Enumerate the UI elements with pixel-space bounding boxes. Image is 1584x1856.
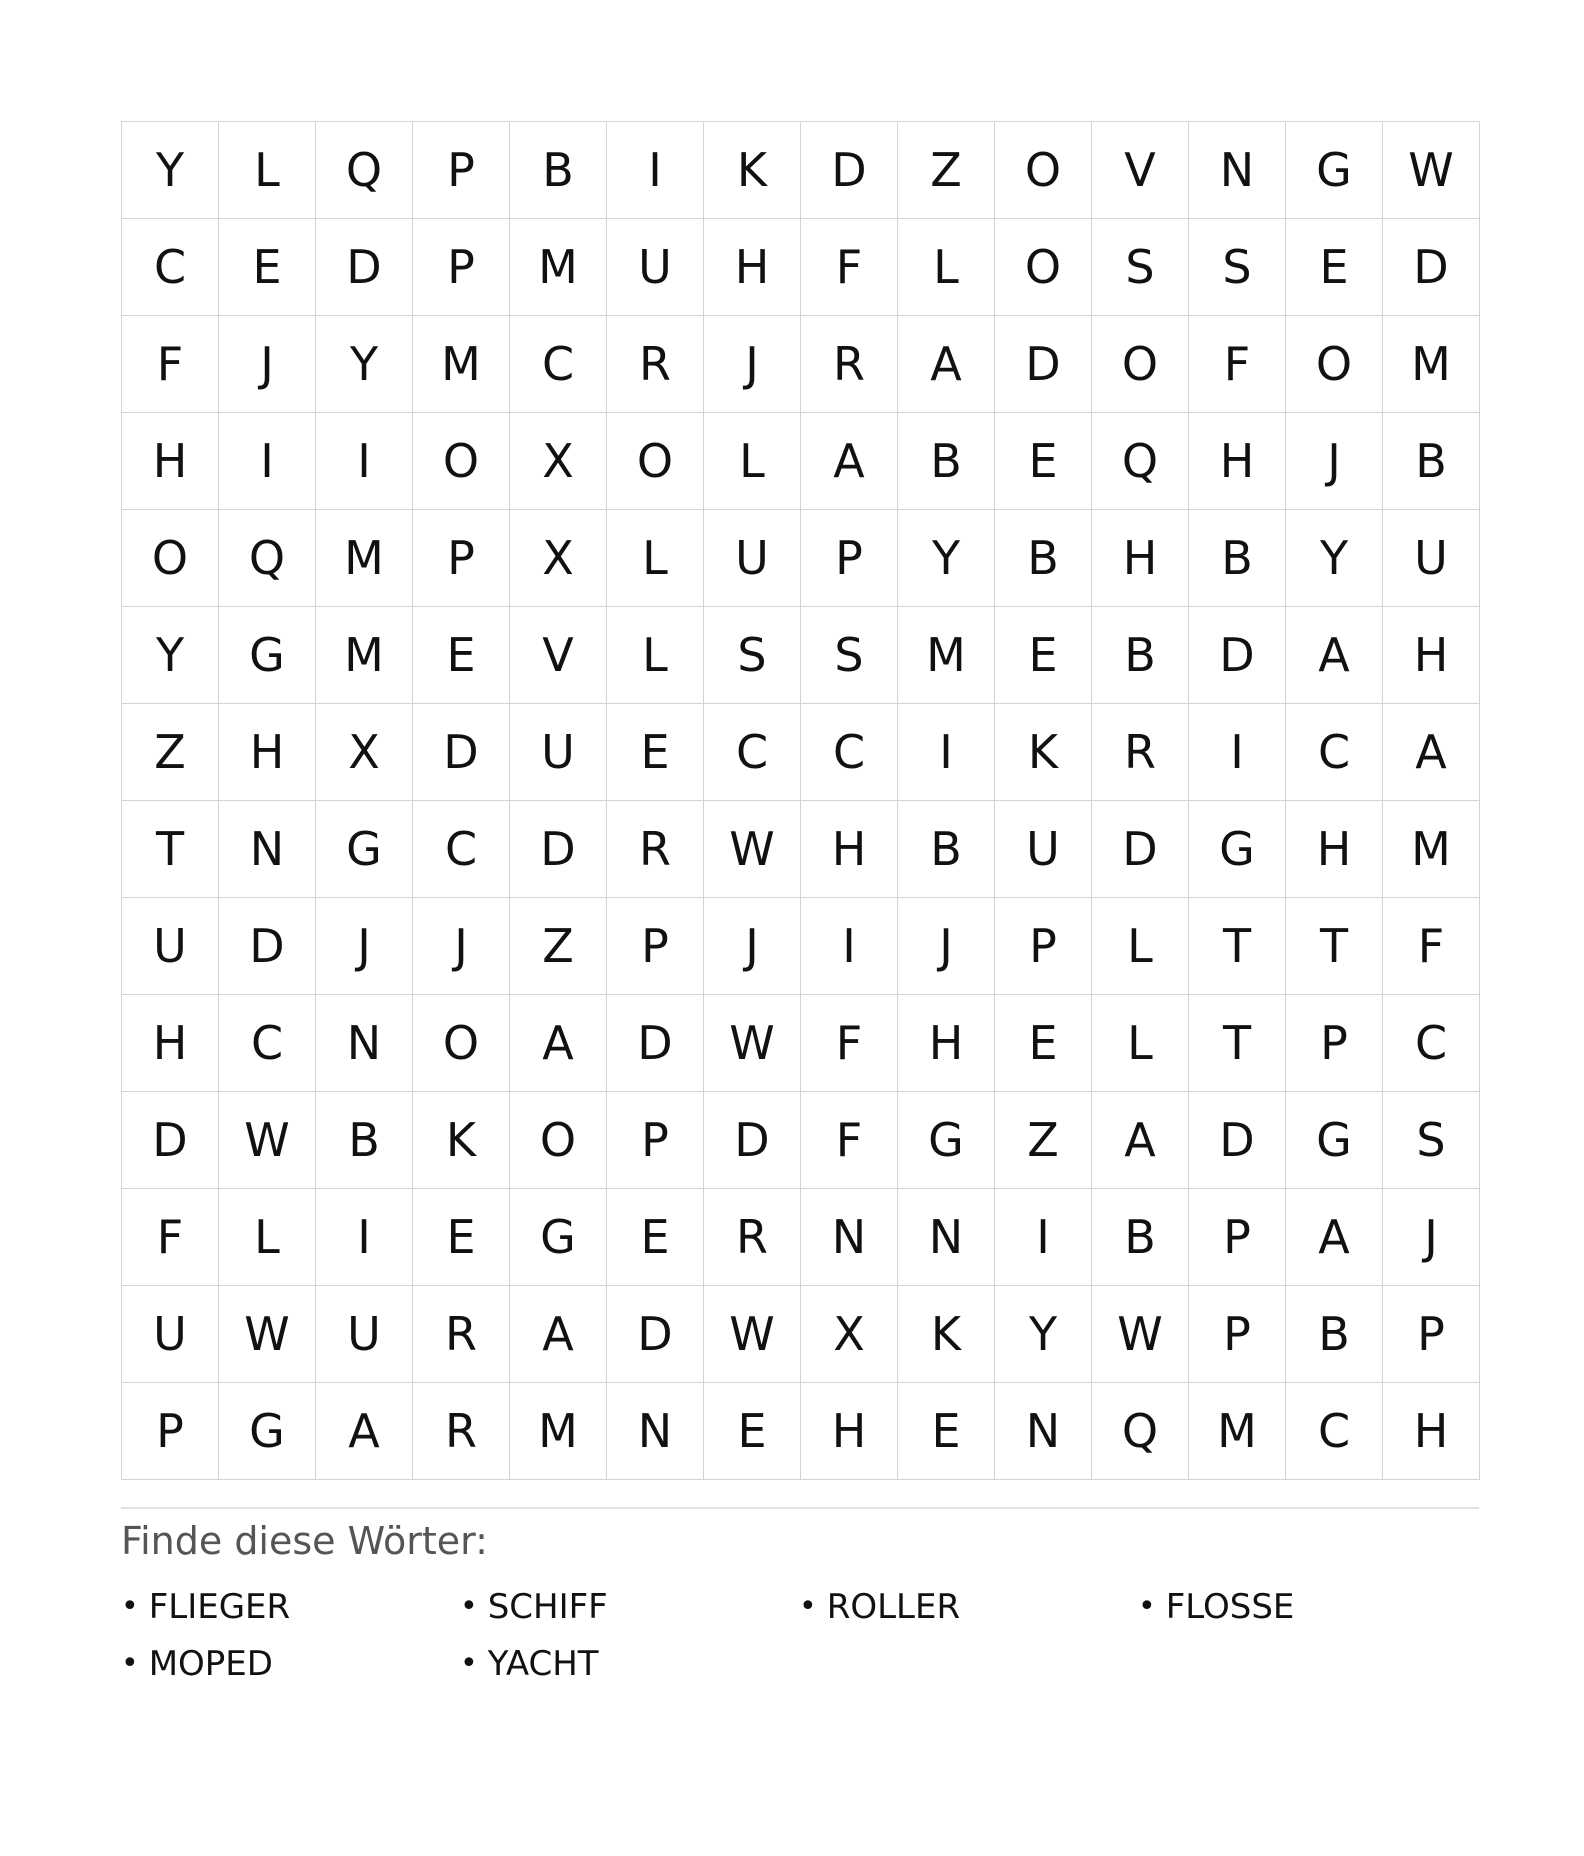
grid-cell[interactable]: W: [219, 1092, 316, 1189]
grid-cell[interactable]: O: [510, 1092, 607, 1189]
grid-cell[interactable]: A: [316, 1383, 413, 1480]
grid-cell[interactable]: H: [898, 995, 995, 1092]
grid-cell[interactable]: E: [219, 219, 316, 316]
grid-cell[interactable]: T: [1189, 898, 1286, 995]
grid-cell[interactable]: O: [1286, 316, 1383, 413]
grid-cell[interactable]: U: [316, 1286, 413, 1383]
grid-cell[interactable]: O: [1092, 316, 1189, 413]
grid-cell[interactable]: H: [704, 219, 801, 316]
grid-cell[interactable]: S: [1092, 219, 1189, 316]
grid-cell[interactable]: U: [122, 1286, 219, 1383]
grid-cell[interactable]: Y: [122, 122, 219, 219]
grid-cell[interactable]: L: [219, 122, 316, 219]
word-list-items: [121, 1578, 1479, 1692]
grid-cell[interactable]: W: [219, 1286, 316, 1383]
word-list-item: [460, 1635, 799, 1692]
grid-cell[interactable]: B: [898, 413, 995, 510]
grid-cell[interactable]: M: [1383, 316, 1480, 413]
grid-cell[interactable]: U: [607, 219, 704, 316]
grid-cell[interactable]: Q: [219, 510, 316, 607]
grid-cell[interactable]: D: [995, 316, 1092, 413]
grid-cell[interactable]: E: [995, 413, 1092, 510]
grid-cell[interactable]: A: [1286, 1189, 1383, 1286]
grid-cell[interactable]: S: [1383, 1092, 1480, 1189]
grid-cell[interactable]: E: [413, 607, 510, 704]
word-list-item: [799, 1578, 1138, 1635]
grid-cell[interactable]: O: [413, 413, 510, 510]
bullet-icon: •: [460, 1589, 478, 1624]
grid-cell[interactable]: N: [1189, 122, 1286, 219]
grid-cell[interactable]: E: [607, 704, 704, 801]
grid-cell[interactable]: G: [219, 607, 316, 704]
grid-cell[interactable]: H: [219, 704, 316, 801]
grid-cell[interactable]: Y: [1286, 510, 1383, 607]
grid-cell[interactable]: V: [1092, 122, 1189, 219]
grid-cell[interactable]: P: [995, 898, 1092, 995]
grid-cell[interactable]: M: [510, 219, 607, 316]
grid-cell[interactable]: M: [510, 1383, 607, 1480]
grid-cell[interactable]: G: [316, 801, 413, 898]
grid-cell[interactable]: W: [1383, 122, 1480, 219]
grid-cell[interactable]: C: [219, 995, 316, 1092]
grid-cell[interactable]: M: [898, 607, 995, 704]
grid-cell[interactable]: Y: [995, 1286, 1092, 1383]
grid-cell[interactable]: S: [801, 607, 898, 704]
grid-cell[interactable]: D: [510, 801, 607, 898]
grid-cell[interactable]: M: [1189, 1383, 1286, 1480]
grid-cell[interactable]: M: [413, 316, 510, 413]
grid-cell[interactable]: B: [1189, 510, 1286, 607]
grid-cell[interactable]: J: [219, 316, 316, 413]
grid-cell[interactable]: H: [801, 801, 898, 898]
grid-cell[interactable]: B: [898, 801, 995, 898]
grid-cell[interactable]: H: [801, 1383, 898, 1480]
grid-cell[interactable]: S: [704, 607, 801, 704]
grid-cell[interactable]: I: [316, 1189, 413, 1286]
grid-cell[interactable]: O: [413, 995, 510, 1092]
grid-cell[interactable]: N: [898, 1189, 995, 1286]
grid-cell[interactable]: B: [1092, 607, 1189, 704]
grid-cell[interactable]: X: [801, 1286, 898, 1383]
grid-cell[interactable]: H: [1189, 413, 1286, 510]
word-list: [121, 1512, 1479, 1692]
grid-cell[interactable]: I: [995, 1189, 1092, 1286]
grid-cell[interactable]: J: [1383, 1189, 1480, 1286]
grid-cell[interactable]: Z: [898, 122, 995, 219]
grid-cell[interactable]: Z: [122, 704, 219, 801]
grid-cell[interactable]: P: [413, 219, 510, 316]
grid-cell[interactable]: P: [607, 898, 704, 995]
grid-cell[interactable]: L: [219, 1189, 316, 1286]
grid-cell[interactable]: I: [1189, 704, 1286, 801]
grid-cell[interactable]: E: [1286, 219, 1383, 316]
grid-cell[interactable]: D: [413, 704, 510, 801]
grid-cell[interactable]: D: [607, 1286, 704, 1383]
grid-cell[interactable]: H: [122, 995, 219, 1092]
grid-cell[interactable]: D: [704, 1092, 801, 1189]
grid-cell[interactable]: E: [898, 1383, 995, 1480]
grid-cell[interactable]: W: [704, 995, 801, 1092]
grid-cell[interactable]: L: [704, 413, 801, 510]
grid-cell[interactable]: D: [1092, 801, 1189, 898]
grid-cell[interactable]: C: [510, 316, 607, 413]
grid-cell[interactable]: J: [316, 898, 413, 995]
grid-cell[interactable]: V: [510, 607, 607, 704]
grid-cell[interactable]: O: [122, 510, 219, 607]
grid-cell[interactable]: W: [704, 801, 801, 898]
grid-cell[interactable]: P: [607, 1092, 704, 1189]
grid-cell[interactable]: F: [122, 1189, 219, 1286]
grid-cell[interactable]: M: [316, 607, 413, 704]
grid-cell[interactable]: I: [219, 413, 316, 510]
grid-cell[interactable]: Z: [995, 1092, 1092, 1189]
grid-cell[interactable]: R: [607, 316, 704, 413]
grid-cell[interactable]: F: [801, 995, 898, 1092]
grid-cell[interactable]: B: [1383, 413, 1480, 510]
grid-cell[interactable]: K: [898, 1286, 995, 1383]
grid-cell[interactable]: J: [1286, 413, 1383, 510]
grid-cell[interactable]: G: [1189, 801, 1286, 898]
word-search-puzzle: [121, 121, 1477, 1480]
grid-cell[interactable]: D: [801, 122, 898, 219]
grid-cell[interactable]: F: [1383, 898, 1480, 995]
grid-cell[interactable]: C: [704, 704, 801, 801]
word-label: FLIEGER: [148, 1586, 291, 1627]
grid-cell[interactable]: A: [510, 995, 607, 1092]
grid-cell[interactable]: A: [1092, 1092, 1189, 1189]
grid-cell[interactable]: X: [510, 413, 607, 510]
grid-cell[interactable]: C: [801, 704, 898, 801]
grid-cell[interactable]: P: [413, 510, 510, 607]
grid-cell[interactable]: N: [995, 1383, 1092, 1480]
word-label: MOPED: [148, 1643, 273, 1684]
grid-cell[interactable]: P: [1383, 1286, 1480, 1383]
grid-cell[interactable]: W: [704, 1286, 801, 1383]
grid-cell[interactable]: Y: [122, 607, 219, 704]
grid-cell[interactable]: U: [510, 704, 607, 801]
grid-cell[interactable]: H: [122, 413, 219, 510]
grid-cell[interactable]: G: [219, 1383, 316, 1480]
grid-cell[interactable]: I: [898, 704, 995, 801]
grid-cell[interactable]: J: [704, 316, 801, 413]
grid-cell[interactable]: P: [1286, 995, 1383, 1092]
grid-cell[interactable]: L: [898, 219, 995, 316]
grid-cell[interactable]: K: [413, 1092, 510, 1189]
grid-cell[interactable]: T: [1189, 995, 1286, 1092]
grid-cell[interactable]: L: [607, 510, 704, 607]
grid-cell[interactable]: H: [1286, 801, 1383, 898]
grid-cell[interactable]: D: [316, 219, 413, 316]
word-list-item: [1138, 1578, 1477, 1635]
grid-cell[interactable]: N: [801, 1189, 898, 1286]
grid-cell[interactable]: R: [801, 316, 898, 413]
grid-cell[interactable]: B: [316, 1092, 413, 1189]
word-label: YACHT: [487, 1643, 599, 1684]
grid-cell[interactable]: G: [510, 1189, 607, 1286]
grid-cell[interactable]: F: [1189, 316, 1286, 413]
grid-cell[interactable]: H: [1092, 510, 1189, 607]
grid-cell[interactable]: R: [607, 801, 704, 898]
word-list-item: [121, 1635, 460, 1692]
grid-cell[interactable]: P: [1189, 1286, 1286, 1383]
grid-cell[interactable]: W: [1092, 1286, 1189, 1383]
grid-cell[interactable]: Q: [1092, 1383, 1189, 1480]
grid-cell[interactable]: E: [704, 1383, 801, 1480]
grid-cell[interactable]: C: [1383, 995, 1480, 1092]
grid-cell[interactable]: A: [898, 316, 995, 413]
grid-cell[interactable]: D: [122, 1092, 219, 1189]
grid-cell[interactable]: Y: [898, 510, 995, 607]
grid-cell[interactable]: F: [122, 316, 219, 413]
grid-cell[interactable]: O: [995, 219, 1092, 316]
grid-cell[interactable]: O: [607, 413, 704, 510]
grid-cell[interactable]: N: [219, 801, 316, 898]
grid-cell[interactable]: B: [1092, 1189, 1189, 1286]
grid-cell[interactable]: R: [704, 1189, 801, 1286]
grid-cell[interactable]: D: [607, 995, 704, 1092]
word-label: ROLLER: [826, 1586, 961, 1627]
grid-cell[interactable]: A: [801, 413, 898, 510]
grid-cell[interactable]: I: [801, 898, 898, 995]
grid-cell[interactable]: E: [995, 995, 1092, 1092]
divider: [121, 1507, 1479, 1509]
grid-cell[interactable]: B: [1286, 1286, 1383, 1383]
grid-cell[interactable]: H: [1383, 607, 1480, 704]
word-list-item: [121, 1578, 460, 1635]
grid-cell[interactable]: N: [607, 1383, 704, 1480]
grid-cell[interactable]: P: [801, 510, 898, 607]
word-label: FLOSSE: [1165, 1586, 1295, 1627]
bullet-icon: •: [121, 1589, 139, 1624]
grid-cell[interactable]: P: [1189, 1189, 1286, 1286]
grid-cell[interactable]: U: [995, 801, 1092, 898]
grid-cell[interactable]: O: [995, 122, 1092, 219]
grid-cell[interactable]: D: [1383, 219, 1480, 316]
grid-cell[interactable]: P: [122, 1383, 219, 1480]
grid-cell[interactable]: X: [316, 704, 413, 801]
grid-cell[interactable]: R: [1092, 704, 1189, 801]
grid-cell[interactable]: G: [1286, 122, 1383, 219]
bullet-icon: •: [799, 1589, 817, 1624]
grid-cell[interactable]: X: [510, 510, 607, 607]
grid-cell[interactable]: Y: [316, 316, 413, 413]
grid-cell[interactable]: J: [413, 898, 510, 995]
grid-cell[interactable]: C: [1286, 1383, 1383, 1480]
grid-cell[interactable]: I: [607, 122, 704, 219]
word-label: SCHIFF: [487, 1586, 608, 1627]
grid-cell[interactable]: G: [1286, 1092, 1383, 1189]
grid-cell[interactable]: E: [607, 1189, 704, 1286]
grid-cell[interactable]: G: [898, 1092, 995, 1189]
grid-cell[interactable]: I: [316, 413, 413, 510]
grid-cell[interactable]: Z: [510, 898, 607, 995]
bullet-icon: •: [121, 1646, 139, 1681]
grid-cell[interactable]: D: [1189, 607, 1286, 704]
grid-cell[interactable]: Q: [1092, 413, 1189, 510]
grid-cell[interactable]: A: [510, 1286, 607, 1383]
grid-cell[interactable]: P: [413, 122, 510, 219]
grid-cell[interactable]: C: [122, 219, 219, 316]
word-list-title: Finde diese Wörter:: [121, 1519, 488, 1563]
grid-cell[interactable]: J: [704, 898, 801, 995]
grid-cell[interactable]: S: [1189, 219, 1286, 316]
grid-cell[interactable]: F: [801, 219, 898, 316]
grid-cell[interactable]: E: [995, 607, 1092, 704]
grid-cell[interactable]: B: [995, 510, 1092, 607]
grid-cell[interactable]: C: [1286, 704, 1383, 801]
grid-cell[interactable]: D: [219, 898, 316, 995]
grid-cell[interactable]: K: [995, 704, 1092, 801]
grid-cell[interactable]: A: [1286, 607, 1383, 704]
grid-cell[interactable]: U: [1383, 510, 1480, 607]
grid-cell[interactable]: L: [1092, 898, 1189, 995]
grid-cell[interactable]: L: [607, 607, 704, 704]
grid-cell[interactable]: H: [1383, 1383, 1480, 1480]
grid-cell[interactable]: K: [704, 122, 801, 219]
grid-cell[interactable]: J: [898, 898, 995, 995]
grid-cell[interactable]: B: [510, 122, 607, 219]
grid-cell[interactable]: F: [801, 1092, 898, 1189]
grid-cell[interactable]: R: [413, 1286, 510, 1383]
bullet-icon: •: [1138, 1589, 1156, 1624]
grid-cell[interactable]: A: [1383, 704, 1480, 801]
grid-cell[interactable]: D: [1189, 1092, 1286, 1189]
grid-cell[interactable]: U: [122, 898, 219, 995]
grid-cell[interactable]: Q: [316, 122, 413, 219]
grid-cell[interactable]: M: [1383, 801, 1480, 898]
grid-cell[interactable]: T: [1286, 898, 1383, 995]
grid-cell[interactable]: L: [1092, 995, 1189, 1092]
letter-grid: [121, 121, 1480, 1480]
grid-cell[interactable]: M: [316, 510, 413, 607]
grid-cell[interactable]: N: [316, 995, 413, 1092]
grid-cell[interactable]: E: [413, 1189, 510, 1286]
grid-cell[interactable]: U: [704, 510, 801, 607]
bullet-icon: •: [460, 1646, 478, 1681]
grid-cell[interactable]: R: [413, 1383, 510, 1480]
word-list-item: [460, 1578, 799, 1635]
grid-cell[interactable]: C: [413, 801, 510, 898]
grid-cell[interactable]: T: [122, 801, 219, 898]
